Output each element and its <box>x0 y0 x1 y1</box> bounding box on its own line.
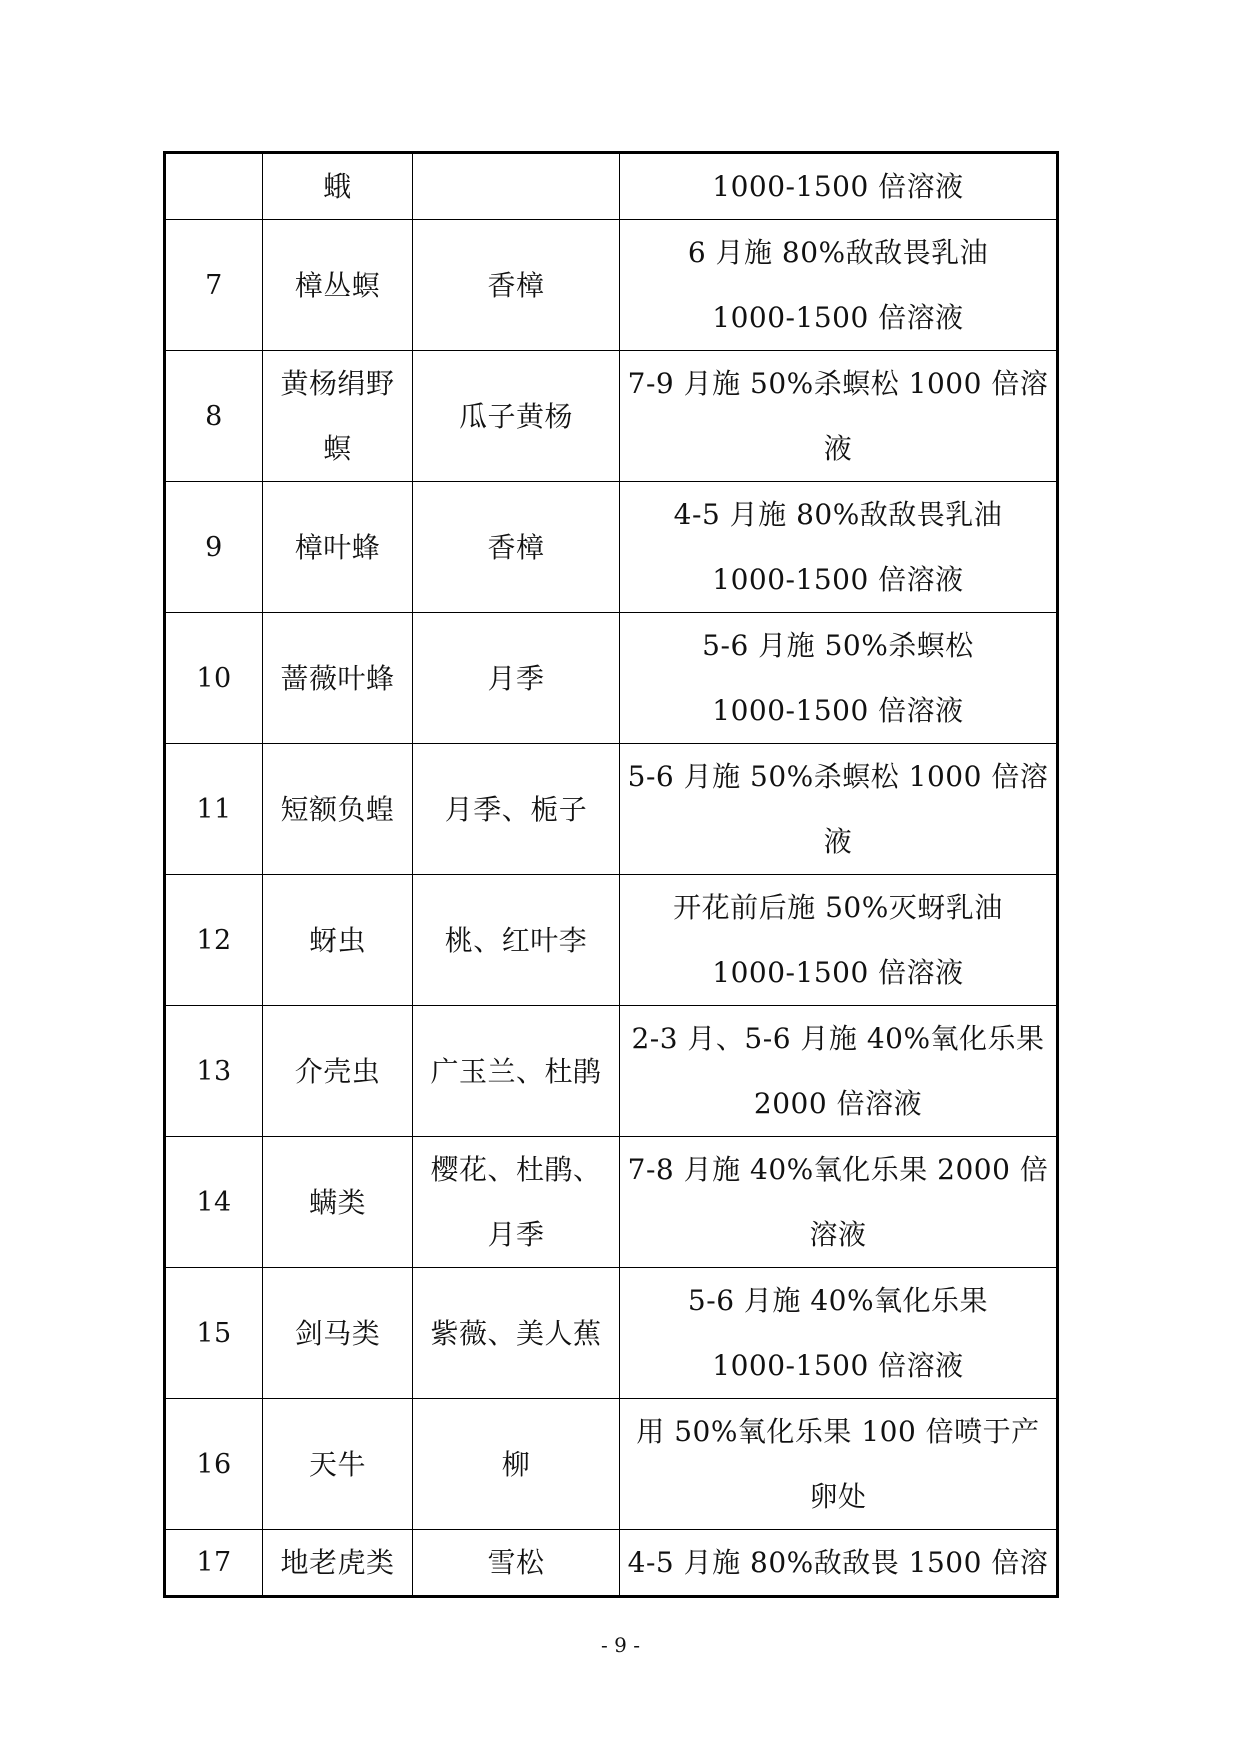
host-plant-cell <box>413 744 620 875</box>
pest-name-line: 介壳虫 <box>294 1054 381 1088</box>
host-plant-line: 月季、栀子 <box>444 792 588 826</box>
pest-name-cell <box>263 744 413 875</box>
pest-name-cell <box>263 220 413 351</box>
pest-name-cell <box>263 1530 413 1597</box>
pest-name-line: 短额负蝗 <box>280 792 395 826</box>
host-plant-line: 瓜子黄杨 <box>458 399 573 433</box>
host-plant-line: 雪松 <box>487 1546 545 1579</box>
host-plant-cell <box>413 220 620 351</box>
control-method-cell <box>620 1137 1058 1268</box>
table-row <box>165 1137 1058 1268</box>
host-plant-cell <box>413 1530 620 1597</box>
pest-name-line: 黄杨绢野 <box>280 367 395 400</box>
control-method-cell <box>620 1399 1058 1530</box>
pest-name-line: 螟 <box>323 432 352 465</box>
row-number-cell: 11 <box>165 744 263 875</box>
host-plant-line: 月季 <box>487 1218 545 1251</box>
host-plant-cell <box>413 1399 620 1530</box>
control-method-line: 4-5 月施 80%敌敌畏乳油 <box>673 498 1003 531</box>
pest-name-line: 螨类 <box>308 1185 366 1219</box>
row-number-cell: 15 <box>165 1268 263 1399</box>
control-method-line: 用 50%氧化乐果 100 倍喷于产 <box>636 1415 1040 1448</box>
control-method-line: 2-3 月、5-6 月施 40%氧化乐果 <box>631 1022 1045 1055</box>
control-method-line: 1000-1500 倍溶液 <box>712 694 964 727</box>
row-number-cell: 13 <box>165 1006 263 1137</box>
table-row <box>165 153 1058 220</box>
pest-name-line: 樟丛螟 <box>294 268 381 302</box>
host-plant-line: 柳 <box>501 1447 531 1481</box>
table-row <box>165 351 1058 482</box>
pest-name-cell <box>263 153 413 220</box>
control-method-line: 7-9 月施 50%杀螟松 1000 倍溶 <box>627 367 1049 400</box>
pest-name-line: 天牛 <box>308 1447 366 1481</box>
table-row <box>165 875 1058 1006</box>
host-plant-cell <box>413 1268 620 1399</box>
table-row <box>165 1006 1058 1137</box>
host-plant-cell <box>413 1137 620 1268</box>
control-method-line: 开花前后施 50%灭蚜乳油 <box>673 891 1003 924</box>
pest-name-cell <box>263 613 413 744</box>
host-plant-line: 香樟 <box>487 530 545 564</box>
control-method-line: 5-6 月施 50%杀螟松 1000 倍溶 <box>627 760 1049 793</box>
pest-name-cell <box>263 1399 413 1530</box>
table-row <box>165 482 1058 613</box>
host-plant-line: 樱花、杜鹃、 <box>430 1153 602 1186</box>
control-method-cell <box>620 875 1058 1006</box>
pest-name-line: 蔷薇叶蜂 <box>280 661 395 695</box>
control-method-line: 4-5 月施 80%敌敌畏 1500 倍溶 <box>627 1546 1049 1579</box>
control-method-line: 7-8 月施 40%氧化乐果 2000 倍 <box>627 1153 1049 1186</box>
control-method-cell <box>620 220 1058 351</box>
control-method-line: 1000-1500 倍溶液 <box>712 301 964 334</box>
control-method-line: 液 <box>823 432 853 465</box>
pest-name-line: 地老虎类 <box>280 1546 395 1579</box>
table-row <box>165 613 1058 744</box>
row-number-cell: 16 <box>165 1399 263 1530</box>
host-plant-cell <box>413 875 620 1006</box>
control-method-cell <box>620 1530 1058 1597</box>
row-number-cell: 17 <box>165 1530 263 1597</box>
control-method-line: 5-6 月施 50%杀螟松 <box>702 629 974 662</box>
host-plant-line: 月季 <box>487 661 545 695</box>
control-method-cell <box>620 351 1058 482</box>
row-number-cell: 10 <box>165 613 263 744</box>
pest-name-line: 剑马类 <box>294 1316 381 1350</box>
control-method-line: 1000-1500 倍溶液 <box>712 1349 964 1382</box>
row-number-cell: 9 <box>165 482 263 613</box>
table-row <box>165 1530 1058 1597</box>
row-number-cell: 12 <box>165 875 263 1006</box>
control-method-line: 溶液 <box>809 1218 867 1251</box>
pest-name-cell <box>263 1268 413 1399</box>
pest-control-table-container <box>163 151 1056 1598</box>
table-row <box>165 744 1058 875</box>
host-plant-line: 紫薇、美人蕉 <box>430 1316 602 1350</box>
host-plant-cell <box>413 351 620 482</box>
control-method-line: 5-6 月施 40%氧化乐果 <box>687 1284 989 1317</box>
control-method-line: 6 月施 80%敌敌畏乳油 <box>687 236 989 269</box>
host-plant-line: 香樟 <box>487 268 545 302</box>
row-number-cell: 14 <box>165 1137 263 1268</box>
page-number: - 9 - <box>601 1633 640 1657</box>
control-method-line: 1000-1500 倍溶液 <box>712 170 964 203</box>
control-method-line: 卵处 <box>809 1480 867 1513</box>
control-method-line: 2000 倍溶液 <box>753 1087 923 1120</box>
host-plant-line: 桃、红叶李 <box>444 923 588 957</box>
control-method-line: 1000-1500 倍溶液 <box>712 563 964 596</box>
row-number-cell <box>165 153 263 220</box>
pest-name-line: 蛾 <box>323 170 352 203</box>
row-number-cell: 7 <box>165 220 263 351</box>
control-method-cell <box>620 1006 1058 1137</box>
control-method-line: 1000-1500 倍溶液 <box>712 956 964 989</box>
pest-name-cell <box>263 351 413 482</box>
row-number-cell: 8 <box>165 351 263 482</box>
host-plant-cell <box>413 482 620 613</box>
control-method-line: 液 <box>823 825 853 858</box>
control-method-cell <box>620 613 1058 744</box>
pest-name-cell <box>263 482 413 613</box>
pest-name-cell <box>263 875 413 1006</box>
control-method-cell <box>620 153 1058 220</box>
pest-name-line: 蚜虫 <box>308 923 366 957</box>
host-plant-cell <box>413 1006 620 1137</box>
host-plant-line: 广玉兰、杜鹃 <box>430 1054 602 1088</box>
table-row <box>165 1268 1058 1399</box>
control-method-cell <box>620 482 1058 613</box>
host-plant-cell <box>413 153 620 220</box>
host-plant-cell <box>413 613 620 744</box>
control-method-cell <box>620 1268 1058 1399</box>
control-method-cell <box>620 744 1058 875</box>
pest-name-cell <box>263 1137 413 1268</box>
pest-name-line: 樟叶蜂 <box>294 530 381 564</box>
pest-name-cell <box>263 1006 413 1137</box>
table-row <box>165 220 1058 351</box>
table-row <box>165 1399 1058 1530</box>
pest-control-table <box>163 151 1059 1598</box>
table-body <box>165 153 1058 1597</box>
